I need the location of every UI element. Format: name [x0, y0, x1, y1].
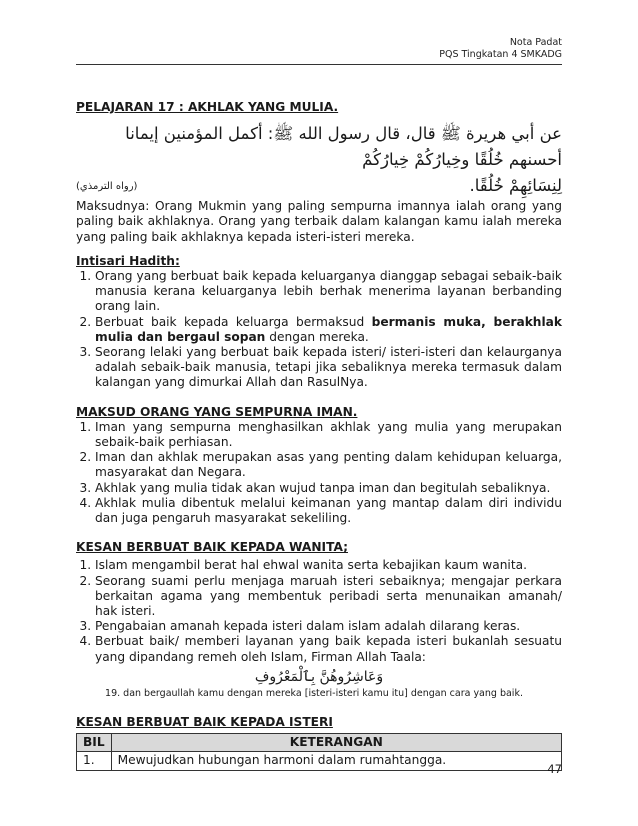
header-line-2: PQS Tingkatan 4 SMKADG: [439, 49, 562, 60]
intisari-list: [76, 269, 562, 391]
kesan-isteri-title: KESAN BERBUAT BAIK KEPADA ISTERI: [76, 714, 333, 729]
list-item: [95, 315, 562, 345]
table-row: [77, 752, 562, 770]
kesan-wanita-list: [76, 558, 562, 664]
list-item: 2. Iman dan akhlak merupakan asas yang penting dalam kehidupan keluarga, masyarakat dan Negara.: [95, 450, 562, 480]
list-item: 4. Akhlak mulia dibentuk melalui keimanan yang mantap dalam diri individu dan juga pengaruh masyarakat sekeliling.: [95, 496, 562, 526]
list-item: 4. Berbuat baik/ memberi layanan yang baik kepada isteri bukanlah sesuatu yang dipandang remeh oleh Islam, Firman Allah Taala:: [95, 634, 562, 664]
list-item: 1. Islam mengambil berat hal ehwal wanita serta kebajikan kaum wanita.: [95, 558, 562, 573]
quran-verse-translation: 19. dan bergaullah kamu dengan mereka [isteri-isteri kamu itu] dengan cara yang baik.: [105, 687, 523, 699]
header-line-1: Nota Padat: [509, 37, 562, 48]
list-item: 2. Seorang suami perlu menjaga maruah isteri sebaiknya; mengajar perkara berkaitan agama yang membentuk peribadi serta menunaikan amanah/ hak isteri.: [95, 574, 562, 620]
header-divider: [76, 64, 562, 65]
intisari-title: Intisari Hadith:: [76, 253, 180, 268]
list-item: 1. Iman yang sempurna menghasilkan akhlak yang mulia yang merupakan sebaik-baik perhiasan.: [95, 420, 562, 450]
hadith-arabic-row-2: [76, 173, 562, 199]
hadith-arabic-line-1: عن أبي هريرة ﷺ قال، قال رسول الله ﷺ: أكمل المؤمنين إيمانا أحسنهم خُلُقًا وخِيارُكُمْ خِيارُكُمْ: [125, 124, 562, 170]
page-content: [76, 100, 562, 771]
page-number: 47: [547, 762, 562, 776]
hadith-arabic-line-2: لِنِسَائِهِمْ خُلُقًا.: [469, 176, 562, 196]
maksud-list: [76, 420, 562, 526]
kesan-isteri-table: [76, 733, 562, 770]
list-item: [95, 269, 562, 315]
list-item-text: Seorang lelaki yang berbuat baik kepada isteri/ isteri-isteri dan kelaurganya adalah sebaik-baik manusia, tetapi jika sebaliknya mereka termasuk dalam kalangan yang dimurkai Allah dan RasulNya.: [95, 345, 562, 390]
table-cell-bil: 1.: [77, 752, 112, 770]
column-header-keterangan: KETERANGAN: [111, 734, 561, 752]
list-item-text: Orang yang berbuat baik kepada keluarganya dianggap sebagai sebaik-baik manusia kerana keluarganya lebih berhak menerima layanan berbanding orang lain.: [95, 269, 562, 314]
list-item: 3. Akhlak yang mulia tidak akan wujud tanpa iman dan begitulah sebaliknya.: [95, 481, 562, 496]
table-header-row: [77, 734, 562, 752]
table-cell-text: Mewujudkan hubungan harmoni dalam rumahtangga.: [111, 752, 561, 770]
list-item-bold: bermanis muka, berakhlak mulia dan bergaul sopan: [95, 314, 562, 344]
column-header-bil: BIL: [77, 734, 112, 752]
page-header: [439, 37, 562, 61]
lesson-title: PELAJARAN 17 : AKHLAK YANG MULIA.: [76, 100, 339, 114]
list-item: 3. Pengabaian amanah kepada isteri dalam islam adalah dilarang keras.: [95, 619, 562, 634]
hadith-narration: (رواه الترمذي): [76, 180, 138, 192]
maksud-title: MAKSUD ORANG YANG SEMPURNA IMAN.: [76, 404, 358, 419]
list-item: [95, 345, 562, 391]
kesan-wanita-title: KESAN BERBUAT BAIK KEPADA WANITA;: [76, 540, 348, 555]
list-item-text: Berbuat baik kepada keluarga bermaksud: [95, 314, 372, 329]
hadith-meaning: Maksudnya: Orang Mukmin yang paling sempurna imannya ialah orang yang paling baik akhlaknya. Orang yang terbaik dalam kalangan kamu ialah mereka yang paling baik akhlaknya kepada isteri-isteri mereka.: [76, 199, 562, 244]
list-item-text: dengan mereka.: [265, 329, 369, 344]
quran-verse-arabic: وَعَاشِرُوهُنَّ بِٱلْمَعْرُوفِ: [254, 668, 384, 685]
